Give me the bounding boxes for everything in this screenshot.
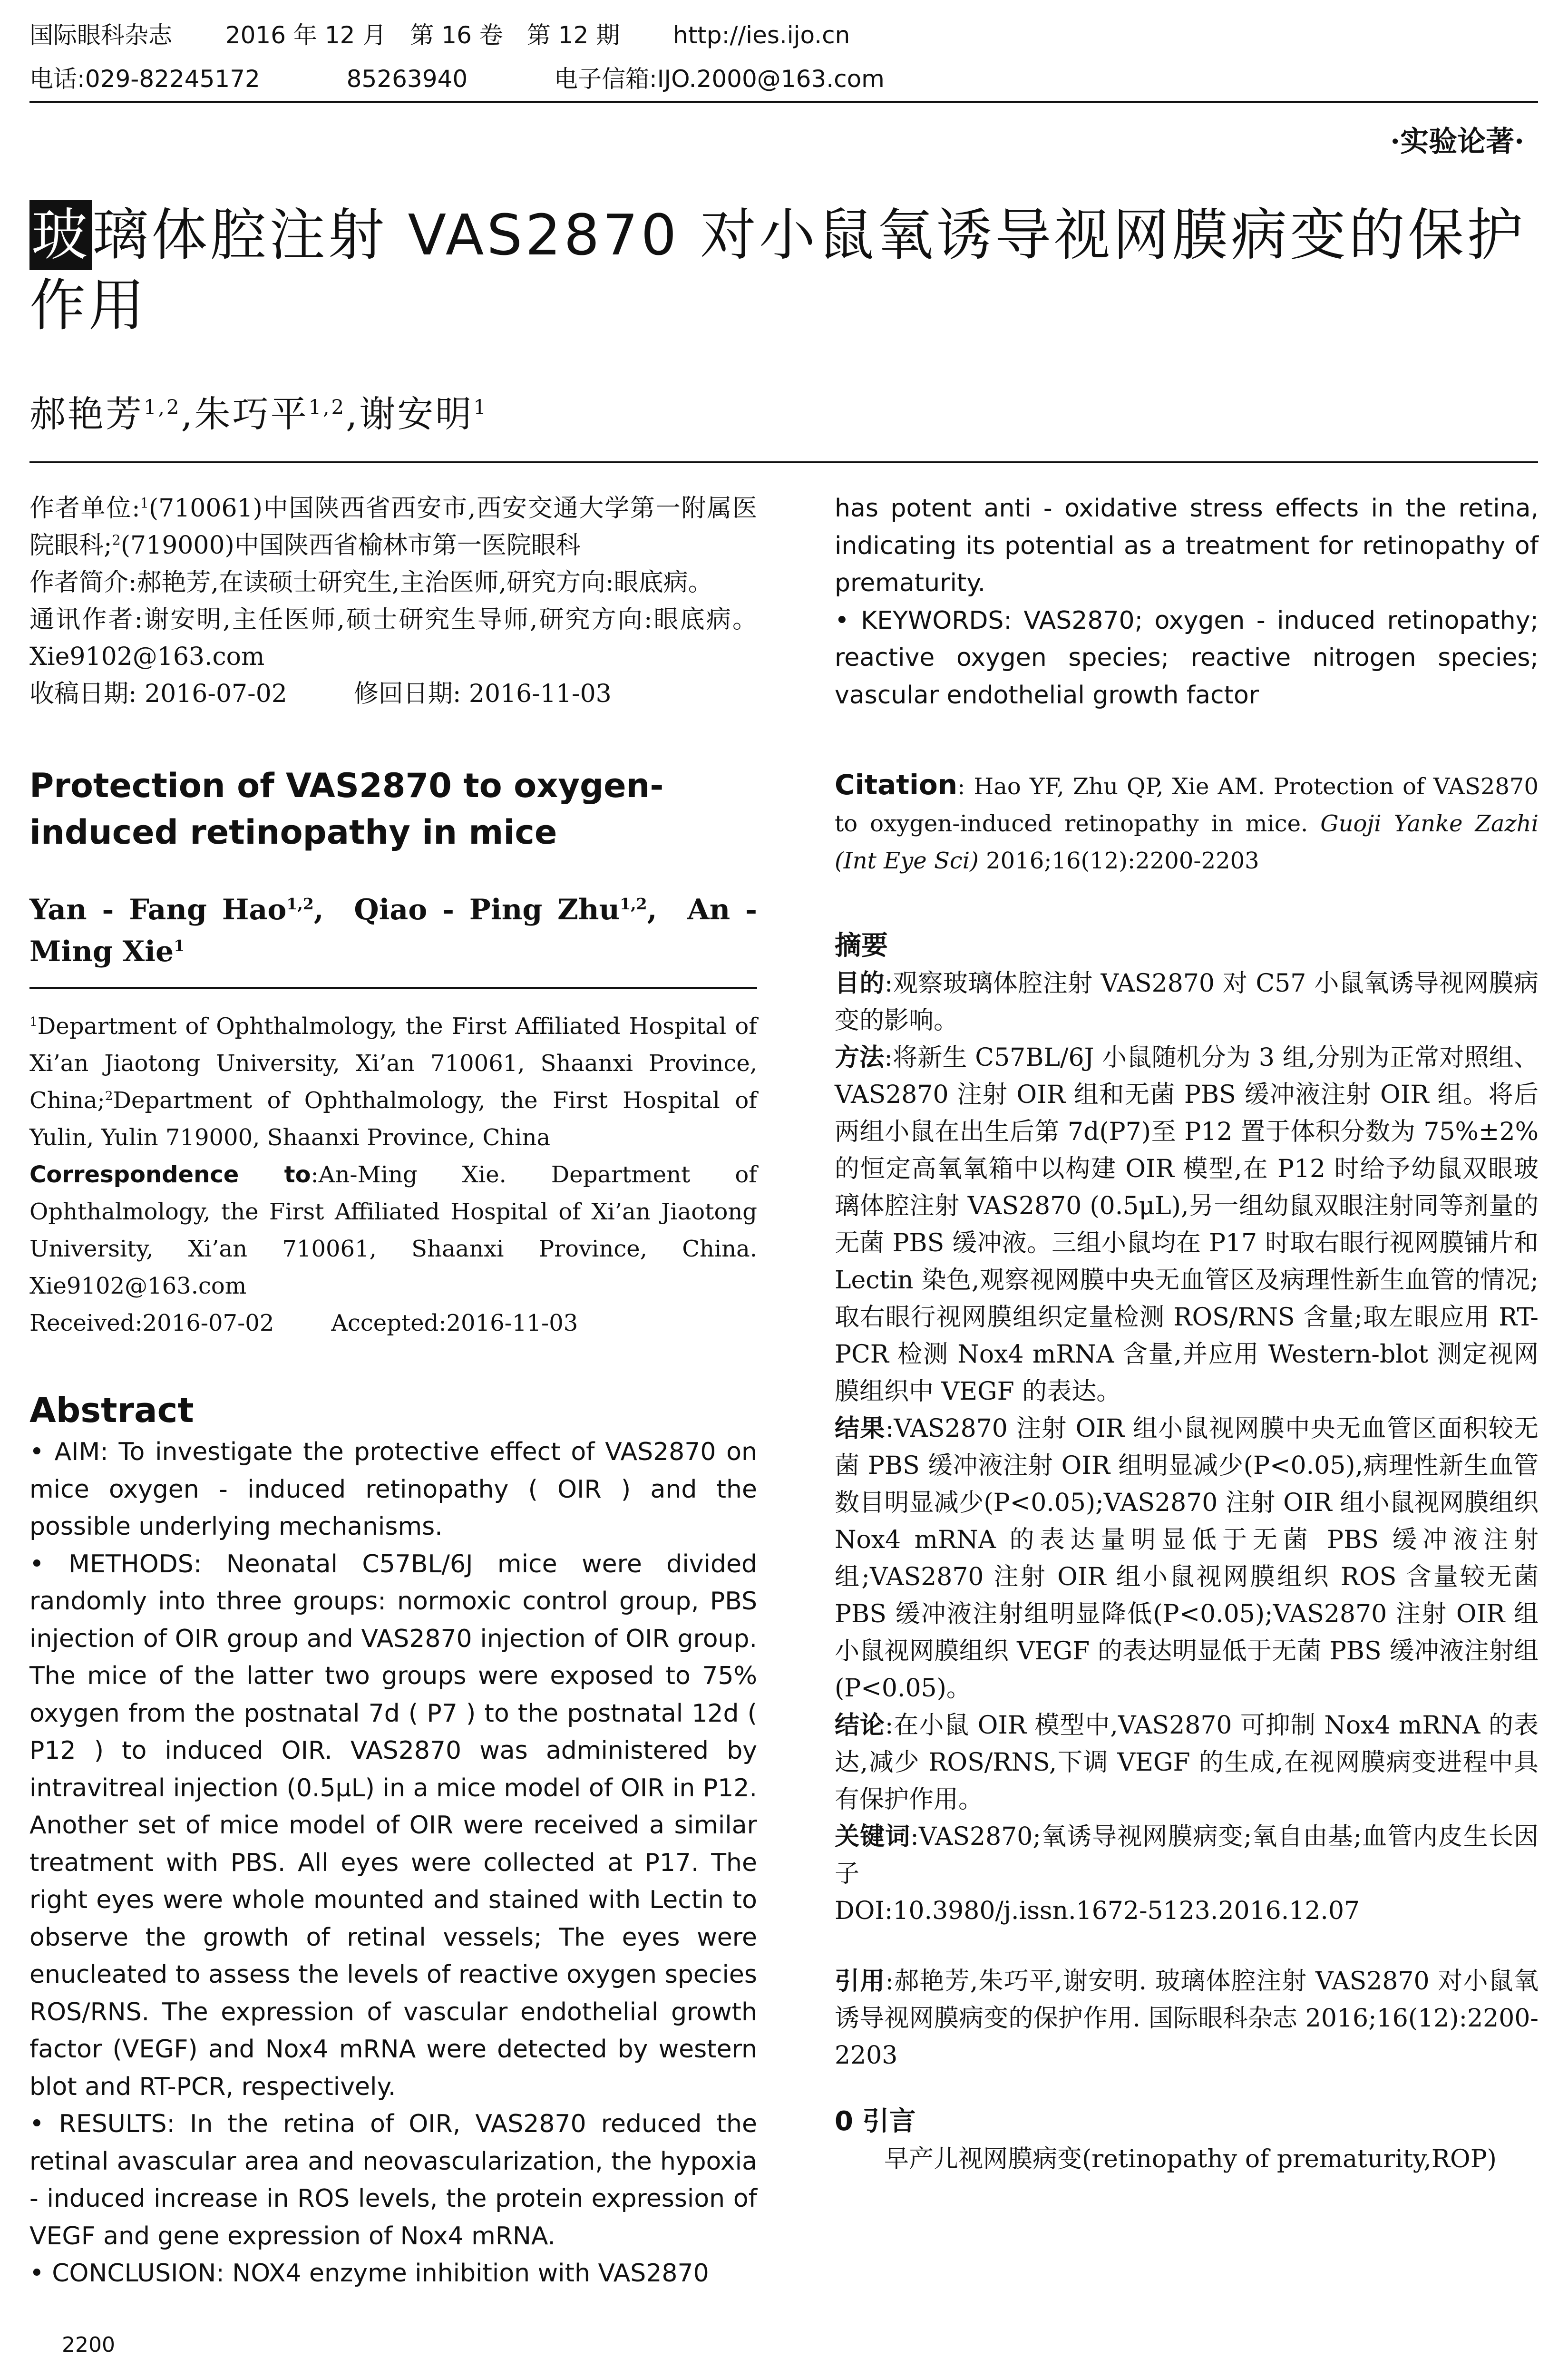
citation-en: Citation: Hao YF, Zhu QP, Xie AM. Protection of VAS2870 to oxygen-induced retinopathy in mice. Guoji Yanke Zazhi (Int Eye Sci) 2016;16(12):2200-2203 xyxy=(835,769,1539,874)
title-rest: 璃体腔注射 VAS2870 对小鼠氧诱导视网膜病变的保护作用 xyxy=(29,202,1526,338)
english-authors: Yan - Fang Hao$^{1,2}$, Qiao - Ping Zhu$^{1,2}$, An - Ming Xie$^1$ xyxy=(29,893,757,968)
left-column xyxy=(29,490,757,2292)
abstract-keywords: • KEYWORDS: VAS2870; oxygen - induced retinopathy; reactive oxygen species; reactive nitrogen species; vascular endothelial growth factor xyxy=(835,606,1539,710)
author-unit: 作者单位:$^1$(710061)中国陕西省西安市,西安交通大学第一附属医院眼科;$^2$(719000)中国陕西省榆林市第一医院眼科 xyxy=(29,494,757,560)
section-tag: ·实验论著· xyxy=(1390,125,1524,158)
english-title: Protection of VAS2870 to oxygen-induced retinopathy in mice xyxy=(29,766,664,852)
affiliation-rule xyxy=(29,987,757,989)
author-1: 郝艳芳$^{1,2}$ xyxy=(29,393,181,435)
header-rule xyxy=(29,101,1538,103)
abstract-cn-keywords: 关键词:VAS2870;氧诱导视网膜病变;氧自由基;血管内皮生长因子 xyxy=(835,1822,1539,1888)
page-number: 2200 xyxy=(62,2333,115,2357)
journal-issue: 2016 年 12 月 第 16 卷 第 12 期 xyxy=(225,21,620,49)
abstract-cn xyxy=(835,965,1539,1929)
abstract-cn-heading: 摘要 xyxy=(835,930,888,961)
article-title xyxy=(29,200,1542,341)
affiliation-block: $^1$Department of Ophthalmology, the First Affiliated Hospital of Xi’an Jiaotong University, Xi’an 710061, Shaanxi Province, China;$^2$Department of Ophthalmology, the First Hospital of Yulin, Yulin 719000, Shaanxi Province, China Correspondence to:An-Ming Xie. Department of Ophthalmology, the First Affiliated Hospital of Xi’an Jiaotong University, Xi’an 710061, Shaanxi Province, China. Xie9102@163.com Received:2016-07-02 Accepted:2016-11-03 xyxy=(29,1013,758,1336)
author-info-cn xyxy=(29,490,757,712)
title-rule xyxy=(29,461,1538,463)
journal-email[interactable]: 电子信箱:IJO.2000@163.com xyxy=(554,65,885,93)
abstract-aim: • AIM: To investigate the protective effect of VAS2870 on mice oxygen - induced retinopathy ( OIR ) and the possible underlying mechanisms. xyxy=(29,1438,757,1541)
journal-header-line1 xyxy=(29,19,850,51)
author-3: 谢安明$^1$ xyxy=(359,393,488,435)
journal-phone2: 85263940 xyxy=(346,65,468,93)
doi: DOI:10.3980/j.issn.1672-5123.2016.12.07 xyxy=(835,1897,1360,1925)
author-bio: 作者简介:郝艳芳,在读硕士研究生,主治医师,研究方向:眼底病。 xyxy=(29,568,713,597)
author-2: 朱巧平$^{1,2}$ xyxy=(194,393,346,435)
abstract-cn-methods: 方法:将新生 C57BL/6J 小鼠随机分为 3 组,分别为正常对照组、VAS2870 注射 OIR 组和无菌 PBS 缓冲液注射 OIR 组。将后两组小鼠在出生后第 7d(P7)至 P12 置于体积分数为 75%±2% 的恒定高氧氧箱中以构建 OIR 模型,在 P12 时给予幼鼠双眼玻璃体腔注射 VAS2870 (0.5μL),另一组幼鼠双眼注射同等剂量的无菌 PBS 缓冲液。三组小鼠均在 P17 时取右眼行视网膜铺片和 Lectin 染色,观察视网膜中央无血管区及病理性新生血管的情况;取右眼行视网膜组织定量检测 ROS/RNS 含量;取左眼应用 RT-PCR 检测 Nox4 mRNA 含量,并应用 Western-blot 测定视网膜组织中 VEGF 的表达。 xyxy=(835,1043,1539,1406)
authors-cn: 郝艳芳$^{1,2}$,朱巧平$^{1,2}$,谢安明$^1$ xyxy=(29,393,488,435)
journal-url[interactable]: http://ies.ijo.cn xyxy=(673,21,850,49)
abstract-en-right xyxy=(835,490,1539,714)
abstract-heading: Abstract xyxy=(29,1390,194,1430)
journal-name: 国际眼科杂志 xyxy=(29,21,172,49)
intro-text: 早产儿视网膜病变(retinopathy of prematurity,ROP) xyxy=(884,2145,1497,2173)
abstract-en-left xyxy=(29,1433,757,2292)
citation-cn: 引用:郝艳芳,朱巧平,谢安明. 玻璃体腔注射 VAS2870 对小鼠氧诱导视网膜病变的保护作用. 国际眼科杂志 2016;16(12):2200-2203 xyxy=(835,1967,1539,2070)
abstract-cn-results: 结果:VAS2870 注射 OIR 组小鼠视网膜中央无血管区面积较无菌 PBS 缓冲液注射 OIR 组明显减少(P<0.05),病理性新生血管数目明显减少(P<0.05);VAS2870 注射 OIR 组小鼠视网膜组织 Nox4 mRNA 的表达量明显低于无菌 PBS 缓冲液注射组;VAS2870 注射 OIR 组小鼠视网膜组织 ROS 含量较无菌 PBS 缓冲液注射组明显降低(P<0.05);VAS2870 注射 OIR 组小鼠视网膜组织 VEGF 的表达明显低于无菌 PBS 缓冲液注射组(P<0.05)。 xyxy=(835,1414,1539,1703)
intro-heading: 0 引言 xyxy=(835,2106,916,2137)
journal-header-line2 xyxy=(29,63,885,95)
abstract-cn-conclusion: 结论:在小鼠 OIR 模型中,VAS2870 可抑制 Nox4 mRNA 的表达,减少 ROS/RNS,下调 VEGF 的生成,在视网膜病变进程中具有保护作用。 xyxy=(835,1711,1539,1814)
abstract-methods: • METHODS: Neonatal C57BL/6J mice were divided randomly into three groups: normoxic control group, PBS injection of OIR group and VAS2870 injection of OIR group. The mice of the latter two groups were exposed to 75% oxygen from the postnatal 7d ( P7 ) to the postnatal 12d ( P12 ) to induced OIR. VAS2870 was administered by intravitreal injection (0.5μL) in a mice model of OIR in P12. Another set of mice model of OIR were received a similar treatment with PBS. All eyes were collected at P17. The right eyes were whole mounted and stained with Lectin to observe the growth of retinal vessels; The eyes were enucleated to assess the levels of reactive oxygen species ROS/RNS. The expression of vascular endothelial growth factor (VEGF) and Nox4 mRNA were detected by western blot and RT-PCR, respectively. xyxy=(29,1549,757,2101)
abstract-conclusion-b: has potent anti - oxidative stress effects in the retina, indicating its potential as a treatment for retinopathy of prematurity. xyxy=(835,494,1539,597)
title-first-char: 玻 xyxy=(29,200,92,270)
author-correspondence: 通讯作者:谢安明,主任医师,硕士研究生导师,研究方向:眼底病。Xie9102@163.com xyxy=(29,605,757,671)
abstract-conclusion-a: • CONCLUSION: NOX4 enzyme inhibition with VAS2870 xyxy=(29,2259,709,2288)
dates-cn: 收稿日期: 2016-07-02 修回日期: 2016-11-03 xyxy=(29,680,612,708)
abstract-cn-aim: 目的:观察玻璃体腔注射 VAS2870 对 C57 小鼠氧诱导视网膜病变的影响。 xyxy=(835,969,1539,1035)
right-column xyxy=(835,490,1539,2178)
abstract-results: • RESULTS: In the retina of OIR, VAS2870 reduced the retinal avascular area and neovascularization, the hypoxia - induced increase in ROS levels, the protein expression of VEGF and gene expression of Nox4 mRNA. xyxy=(29,2110,757,2250)
journal-phone: 电话:029-82245172 xyxy=(29,65,260,93)
